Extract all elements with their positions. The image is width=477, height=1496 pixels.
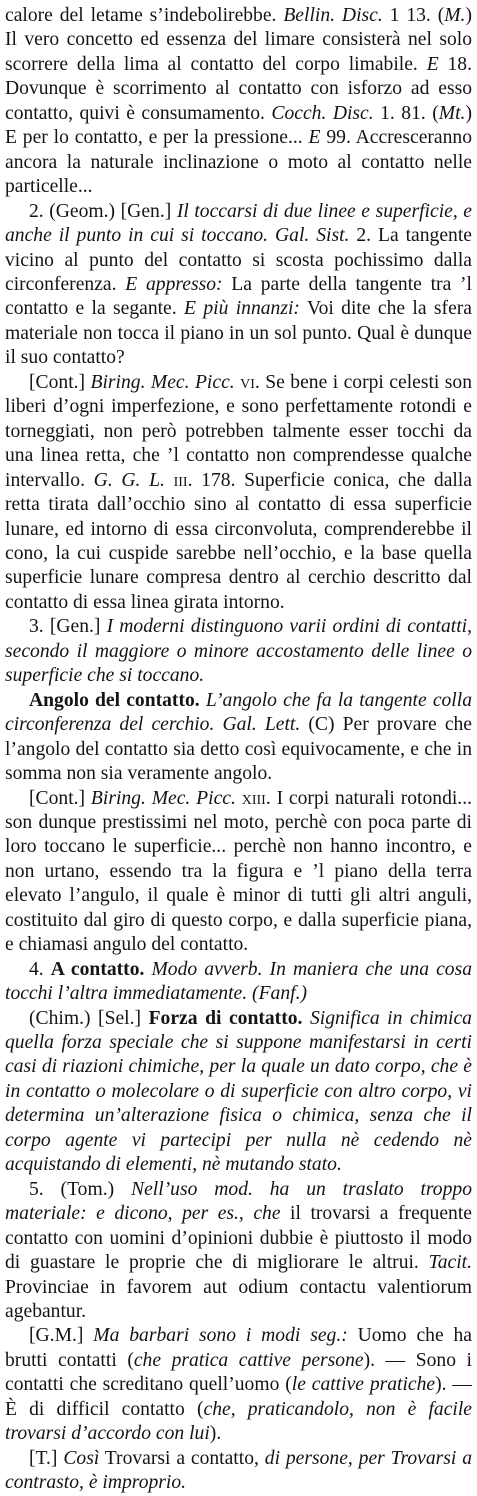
text-run: Voi dite che la sfera materiale non tocca il piano in un sol punto. Qual è dunque il suo contatto?: [5, 298, 472, 369]
text-run: ) Il vero concetto ed essenza del limare consisterà nel solo scorrere della lima al contatto del corpo limabile.: [5, 5, 472, 75]
text-run: 1. 81. (: [373, 102, 439, 124]
text-run: (C) Per provare che l’angolo del contatto sia detto così equivocamente, e che in somma non sia veramente angolo.: [5, 714, 473, 785]
text-run: iii: [173, 469, 188, 491]
angolo-del-contatto-continuation: [5, 787, 472, 958]
text-run: A contatto.: [50, 958, 145, 980]
text-run: 4.: [29, 958, 51, 980]
text-run: che pratica cattive persone: [133, 1349, 364, 1371]
trovarsi-a-contatto: [5, 1447, 472, 1496]
text-run: Tacit.: [428, 1252, 472, 1274]
text-run: ). — Sono i contatti che screditano quell’uomo (: [5, 1349, 472, 1396]
text-run: [302, 1008, 310, 1029]
text-run: L’angolo che fa la tangente colla circonferenza del cerchio. Gal. Lett.: [5, 689, 472, 736]
text-run: Così: [63, 1447, 100, 1469]
text-run: Mt.: [438, 102, 466, 124]
sense-2-continuation: [5, 371, 472, 616]
text-run: [T.]: [29, 1447, 64, 1469]
text-run: E più innanzi:: [184, 298, 300, 320]
text-run: Provinciae in favorem aut odium contactu valentiorum agebantur.: [5, 1276, 472, 1323]
text-run: . I corpi naturali rotondi... son dunque prestissimi nel moto, perchè con poca parte di loro toccano le superficie... perchè non hanno incontro, e non urtano, essendo tra la figura e ’l piano della terra elevato l’angulo, il quale è minor di tutti gli altri anguli, costituito dal giro di questo corpo, e dalla superficie piana, e chiamasi angulo del contatto.: [5, 787, 473, 956]
text-run: Biring. Mec. Picc.: [90, 371, 235, 393]
forza-di-contatto: [5, 1007, 472, 1178]
barbari-modi: [5, 1324, 472, 1446]
text-run: [Cont.]: [29, 787, 91, 809]
sense-2-geometry: [5, 200, 472, 371]
text-run: I moderni distinguono varii ordini di contatti, secondo il maggiore o minore accostamento delle linee o superficie che si toccano.: [5, 616, 472, 687]
text-run: 1 13. (: [382, 5, 445, 26]
text-run: che, praticandolo, non è facile trovarsi d’accordo con lui: [5, 1398, 472, 1445]
text-run: 18. Dovunque è scorrimento al contatto con isforzo ad esso contatto, quivi è consumamento.: [5, 53, 472, 124]
sense-4-a-contatto: [5, 958, 472, 1007]
text-run: Il toccarsi di due linee e superficie, e anche il punto in cui si toccano. Gal. Sist.: [5, 200, 472, 247]
text-run: E appresso:: [125, 273, 223, 295]
text-run: 2. La tangente vicino al punto del contatto si scosta pochissimo dalla circonferenza.: [5, 225, 472, 295]
sense-5: [5, 1178, 472, 1325]
text-run: M.: [444, 5, 466, 26]
text-run: ). — È di difficil contatto (: [5, 1374, 472, 1420]
text-run: ) E per lo contatto, e per la pressione...: [5, 102, 472, 149]
text-run: Modo avverb. In maniera che una cosa tocchi l’altra immediatamente. (Fanf.): [5, 958, 473, 1005]
text-run: [Cont.]: [29, 371, 91, 393]
sense-3: [5, 615, 472, 688]
text-run: Ma barbari sono i modi seg.:: [93, 1325, 348, 1347]
text-run: [G.M.]: [29, 1325, 94, 1347]
text-run: G. G. L.: [93, 469, 165, 491]
text-run: Trovarsi a contatto,: [99, 1447, 265, 1469]
text-run: Significa in chimica quella forza speciale che si suppone manifestarsi in certi casi di riazioni chimiche, per la quale un dato corpo, che è in contatto o molecolare o di superficie con altro corpo, vi determina un’alterazione fisica o chimica, senza che il corpo agente vi partecipi per nulla nè cedendo nè acquistando di elementi, nè mutando stato.: [5, 1007, 472, 1176]
text-run: 3. [Gen.]: [29, 616, 107, 638]
text-run: E: [426, 53, 439, 75]
text-run: 5. (Tom.): [29, 1178, 131, 1200]
text-run: E: [308, 127, 321, 149]
text-run: . 178. Superficie conica, che dalla retta tirata dall’occhio sino al contatto di essa superficie lunare, ed intorno di essa circonvoluta, comprenderebbe il cono, la cui cuspide sarebbe nell’occhio, e la base quella superficie lunare compresa dentro al cerchio descritto dal contatto di essa linea girata intorno.: [5, 469, 472, 613]
text-run: [165, 470, 174, 491]
entry-paragraph-continuation: [5, 4, 472, 200]
text-run: Cocch. Disc.: [271, 102, 374, 124]
text-run: ).: [209, 1423, 222, 1445]
text-run: il trovarsi a frequente contatto con uomini d’opinioni dubbie è piuttosto il modo di guastare le proprie che di migliorare le altrui.: [5, 1203, 472, 1274]
text-run: Angolo del contatto.: [29, 689, 200, 711]
text-run: calore del letame s’indebolirebbe.: [5, 5, 284, 26]
text-run: La parte della tangente tra ’l contatto e la segante.: [5, 273, 472, 320]
text-run: 2. (Geom.) [Gen.]: [29, 200, 177, 222]
angolo-del-contatto: [5, 689, 472, 787]
text-run: Nell’uso mod. ha un traslato troppo materiale: e dicono, per es., che: [5, 1178, 472, 1225]
text-run: le cattive pratiche: [291, 1374, 436, 1396]
text-run: di persone, per Trovarsi a contrasto, è improprio.: [5, 1447, 472, 1494]
text-run: Bellin. Disc.: [283, 5, 383, 26]
text-run: Biring. Mec. Picc.: [90, 787, 236, 809]
text-run: xiii: [241, 787, 266, 809]
text-run: . Se bene i corpi celesti son liberi d’ogni imperfezione, e sono perfettamente rotondi e torneggiati, non però potrebben talmente esser tocchi da una linea retta, che ’l contatto non comprendesse qualche intervallo.: [5, 371, 473, 491]
text-run: Forza di contatto.: [148, 1007, 303, 1029]
text-run: Uomo che ha brutti contatti (: [5, 1325, 472, 1371]
text-run: 99. Accresceranno ancora la naturale inclinazione o moto al contatto nelle particelle...: [5, 127, 473, 198]
text-run: (Chim.) [Sel.]: [29, 1007, 149, 1029]
text-run: vi: [240, 371, 255, 393]
